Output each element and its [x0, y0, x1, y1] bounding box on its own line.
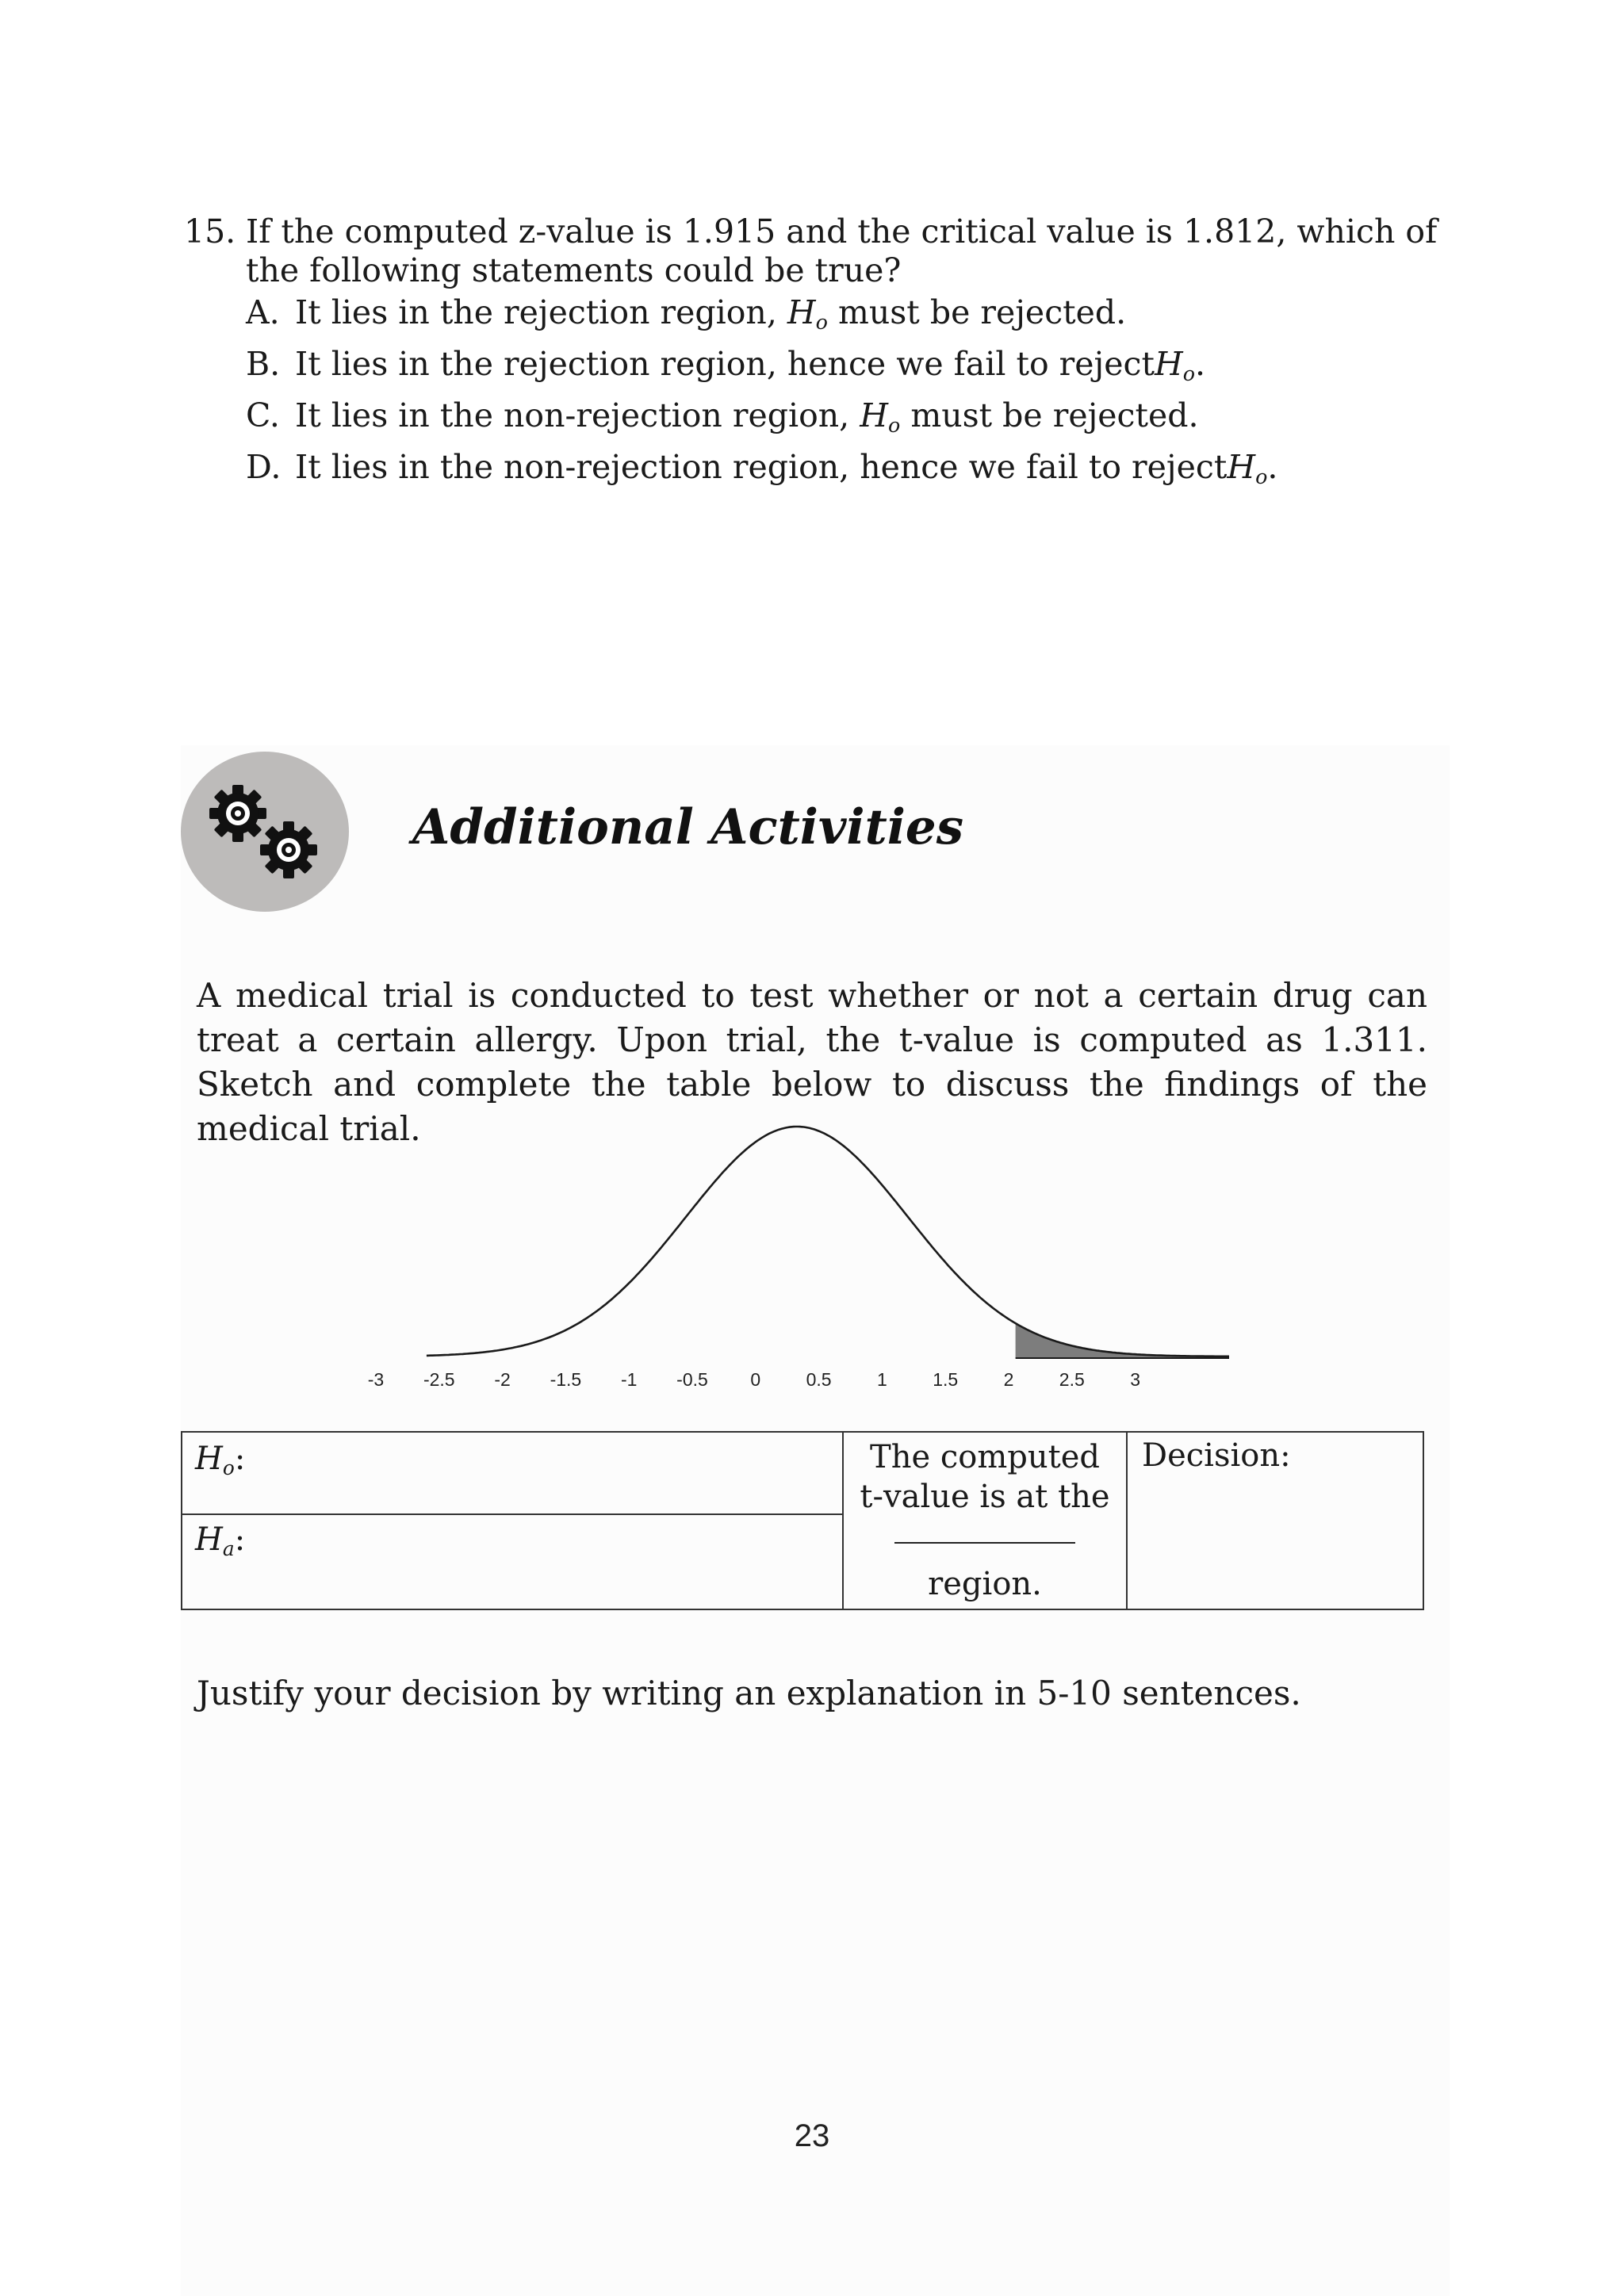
- null-hypothesis-symbol: $H_o$: [1154, 345, 1196, 386]
- option-letter: C.: [246, 396, 280, 435]
- option-text: It lies in the rejection region, hence we fail to reject: [295, 345, 1155, 384]
- option-text: It lies in the rejection region,: [295, 293, 787, 331]
- null-hypothesis-symbol: $H_o$: [195, 1441, 235, 1479]
- null-hypothesis-cell[interactable]: $H_o$:: [182, 1432, 843, 1514]
- region-text-line: The computed: [870, 1439, 1100, 1475]
- question-number: 15.: [184, 212, 236, 251]
- normal-curve-chart: [349, 1110, 1253, 1403]
- x-tick-labels: [368, 1369, 1140, 1390]
- question-stem: If the computed z-value is 1.915 and the critical value is 1.812, which of the following statements could be true?: [246, 212, 1438, 289]
- x-tick-label: -2: [494, 1369, 511, 1390]
- region-text-line: region.: [928, 1566, 1042, 1602]
- alternative-hypothesis-cell[interactable]: $H_a$:: [182, 1514, 843, 1609]
- x-tick-label: -3: [367, 1369, 385, 1390]
- x-tick-label: 2: [1003, 1369, 1014, 1390]
- alternative-hypothesis-symbol: $H_a$: [195, 1521, 235, 1560]
- x-tick-label: 3: [1130, 1369, 1140, 1390]
- x-tick-label: 0.5: [806, 1369, 832, 1390]
- x-tick-label: 1: [877, 1369, 887, 1390]
- option-text: .: [1267, 448, 1278, 487]
- page-number: 23: [794, 2118, 830, 2153]
- section-title: Additional Activities: [412, 799, 964, 855]
- x-tick-label: 0: [750, 1369, 761, 1390]
- answer-options: [246, 292, 1469, 498]
- option-text: must be rejected.: [900, 396, 1199, 435]
- option-a[interactable]: [246, 292, 1469, 343]
- option-letter: A.: [246, 293, 280, 331]
- option-text: must be rejected.: [827, 293, 1127, 331]
- x-tick-label: 2.5: [1059, 1369, 1085, 1390]
- region-blank[interactable]: [894, 1520, 1075, 1544]
- option-letter: B.: [246, 345, 281, 384]
- decision-cell[interactable]: [1127, 1432, 1423, 1609]
- section-icon-badge: [181, 752, 349, 912]
- x-tick-label: -1.5: [550, 1369, 582, 1390]
- option-text: It lies in the non-rejection region,: [295, 396, 860, 435]
- gears-icon: [181, 752, 349, 912]
- option-text: .: [1195, 345, 1206, 384]
- option-text: It lies in the non-rejection region, hence we fail to reject: [295, 448, 1228, 487]
- option-d[interactable]: [246, 446, 1469, 498]
- question-15: [184, 212, 1469, 498]
- region-cell[interactable]: [843, 1432, 1127, 1609]
- x-tick-label: -0.5: [676, 1369, 708, 1390]
- hypothesis-table: [181, 1431, 1424, 1610]
- x-tick-label: -1: [620, 1369, 638, 1390]
- option-c[interactable]: [246, 395, 1469, 446]
- null-hypothesis-symbol: $H_o$: [1227, 448, 1268, 489]
- normal-curve: [427, 1127, 1229, 1357]
- x-tick-label: 1.5: [933, 1369, 959, 1390]
- region-text-line: t-value is at the: [860, 1479, 1110, 1515]
- justify-instruction: Justify your decision by writing an explanation in 5-10 sentences.: [197, 1674, 1301, 1712]
- null-hypothesis-symbol: $H_o$: [860, 396, 901, 438]
- decision-label: Decision:: [1142, 1437, 1291, 1474]
- problem-statement: A medical trial is conducted to test whether or not a certain drug can treat a certain allergy. Upon trial, the t-value is computed as 1.311. Sketch and complete the table below to discuss the findings of the medical trial.: [197, 976, 1427, 1148]
- x-tick-label: -2.5: [423, 1369, 455, 1390]
- null-hypothesis-symbol: $H_o$: [787, 293, 828, 335]
- option-b[interactable]: [246, 343, 1469, 395]
- option-letter: D.: [246, 448, 282, 487]
